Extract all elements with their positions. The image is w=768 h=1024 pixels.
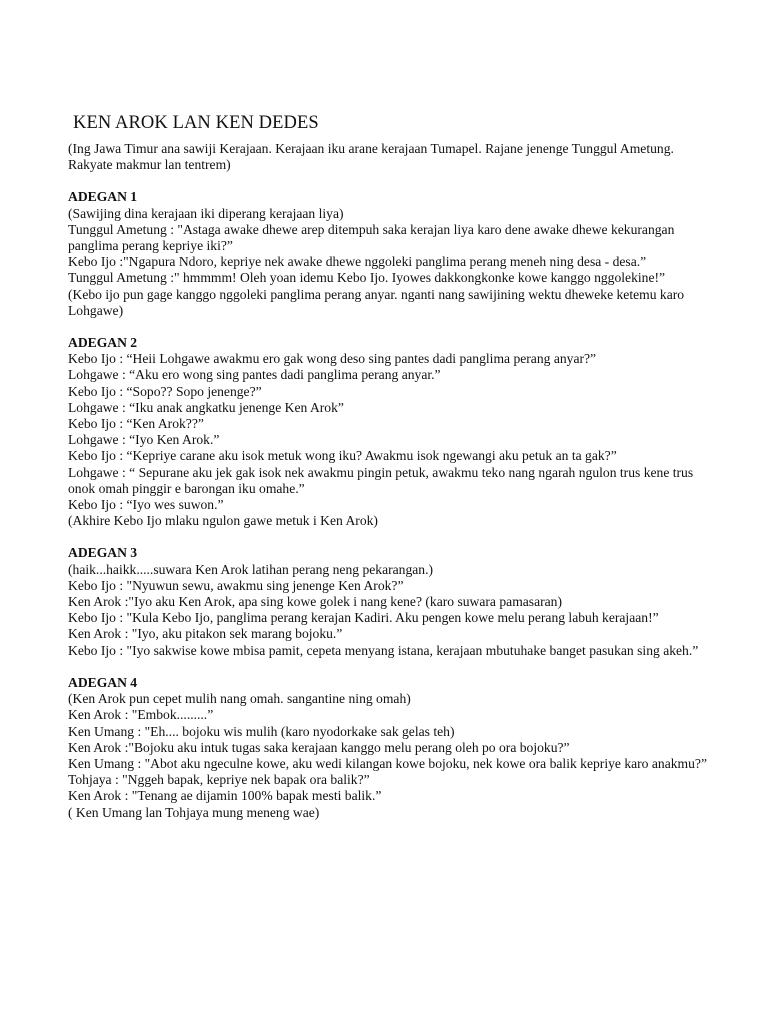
stage-direction: (haik...haikk.....suwara Ken Arok latihan perang neng pekarangan.) <box>68 561 434 577</box>
dialogue-line: Lohgawe : “Iku anak angkatku jenenge Ken Arok” <box>68 399 344 415</box>
dialogue-line: Tunggul Ametung :" hmmmm! Oleh yoan idemu Kebo Ijo. Iyowes dakkongkonke kowe kanggo nggolekine!” <box>68 270 666 286</box>
dialogue-line: Lohgawe : “Iyo Ken Arok.” <box>68 432 220 448</box>
dialogue-line: Kebo Ijo : “Heii Lohgawe awakmu ero gak wong deso sing pantes dadi panglima perang anyar?” <box>68 351 597 367</box>
dialogue-line: Ken Arok : "Iyo, aku pitakon sek marang bojoku.” <box>68 626 343 642</box>
stage-direction: (Kebo ijo pun gage kanggo nggoleki panglima perang anyar. nganti nang sawijining wektu dheweke ketemu karo Lohgawe) <box>68 286 685 318</box>
dialogue-line: Ken Arok :"Iyo aku Ken Arok, apa sing kowe golek i nang kene? (karo suwara pamasaran) <box>68 594 563 610</box>
dialogue-line: Kebo Ijo : “Ken Arok??” <box>68 416 204 432</box>
scene-heading: ADEGAN 3 <box>68 545 138 561</box>
scene-heading: ADEGAN 2 <box>68 335 138 351</box>
scene-1 <box>68 189 708 319</box>
dialogue-line: Kebo Ijo :"Ngapura Ndoro, kepriye nek awake dhewe nggoleki panglima perang meneh ning desa - desa.” <box>68 254 647 270</box>
stage-direction: ( Ken Umang lan Tohjaya mung meneng wae) <box>68 804 320 820</box>
intro-paragraph: (Ing Jawa Timur ana sawiji Kerajaan. Kerajaan iku arane kerajaan Tumapel. Rajane jenenge Tunggul Ametung. Rakyate makmur lan tentrem) <box>68 141 674 173</box>
scene-heading: ADEGAN 4 <box>68 674 138 690</box>
document-body <box>68 141 708 837</box>
dialogue-line: Ken Umang : "Eh.... bojoku wis mulih (karo nyodorkake sak gelas teh) <box>68 723 455 739</box>
dialogue-line: Lohgawe : “ Sepurane aku jek gak isok nek awakmu pingin petuk, awakmu teko nang ngarah ngulon trus kene trus onok omah pinggir e barongan iku omahe.” <box>68 464 694 496</box>
dialogue-line: Kebo Ijo : “Sopo?? Sopo jenenge?” <box>68 383 262 399</box>
stage-direction: (Akhire Kebo Ijo mlaku ngulon gawe metuk i Ken Arok) <box>68 513 378 529</box>
dialogue-line: Kebo Ijo : "Kula Kebo Ijo, panglima perang kerajan Kadiri. Aku pengen kowe melu perang labuh kerajaan!” <box>68 610 659 626</box>
dialogue-line: Ken Arok : "Embok.........” <box>68 707 214 723</box>
stage-direction: (Sawijing dina kerajaan iki diperang kerajaan liya) <box>68 205 344 221</box>
dialogue-line: Ken Umang : "Abot aku ngeculne kowe, aku wedi kilangan kowe bojoku, nek kowe ora balik kepriye karo anakmu?” <box>68 755 707 771</box>
dialogue-line: Kebo Ijo : “Kepriye carane aku isok metuk wong iku? Awakmu isok ngewangi aku petuk an ta gak?” <box>68 448 617 464</box>
scene-4 <box>68 675 708 821</box>
scene-3 <box>68 545 708 658</box>
scene-2 <box>68 335 708 529</box>
scene-heading: ADEGAN 1 <box>68 189 138 205</box>
document-title: KEN AROK LAN KEN DEDES <box>73 113 319 133</box>
dialogue-line: Tohjaya : "Nggeh bapak, kepriye nek bapak ora balik?” <box>68 772 370 788</box>
dialogue-line: Kebo Ijo : “Iyo wes suwon.” <box>68 497 224 513</box>
dialogue-line: Ken Arok : "Tenang ae dijamin 100% bapak mesti balik.” <box>68 788 382 804</box>
stage-direction: (Ken Arok pun cepet mulih nang omah. sangantine ning omah) <box>68 691 411 707</box>
dialogue-line: Kebo Ijo : "Nyuwun sewu, awakmu sing jenenge Ken Arok?” <box>68 577 404 593</box>
dialogue-line: Lohgawe : “Aku ero wong sing pantes dadi panglima perang anyar.” <box>68 367 441 383</box>
dialogue-line: Kebo Ijo : "Iyo sakwise kowe mbisa pamit, cepeta menyang istana, kerajaan mbutuhake banget pasukan sing akeh.” <box>68 642 699 658</box>
dialogue-line: Tunggul Ametung : "Astaga awake dhewe arep ditempuh saka kerajan liya karo dene awake dhewe kekurangan panglima perang kepriye iki?” <box>68 221 675 254</box>
dialogue-line: Ken Arok :"Bojoku aku intuk tugas saka kerajaan kanggo melu perang oleh po ora bojoku?” <box>68 739 570 755</box>
